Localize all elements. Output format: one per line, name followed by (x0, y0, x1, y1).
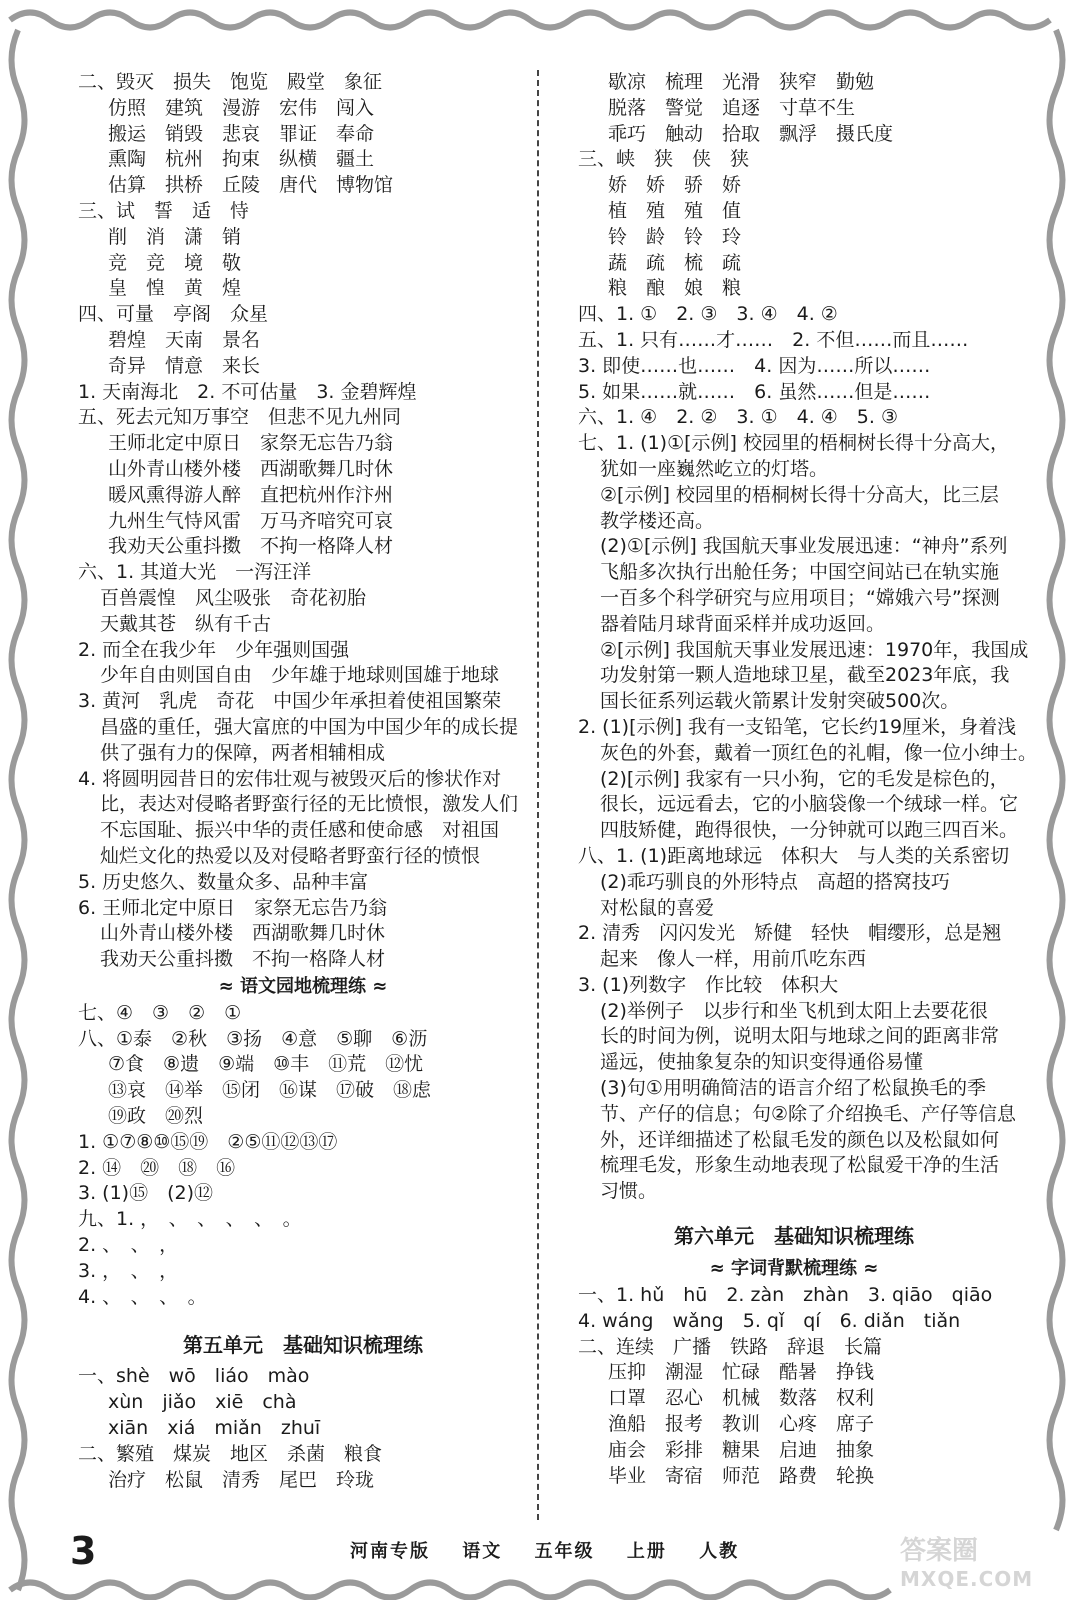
answer-line: 蔬 疏 梳 疏 (608, 251, 742, 274)
answer-line: 对松鼠的喜爱 (600, 896, 715, 919)
answer-line: ⑬哀 ⑭举 ⑮闭 ⑯谋 ⑰破 ⑱虑 (108, 1079, 432, 1102)
answer-line: ②[示例] 我国航天事业发展迅速：1970年，我国成 (600, 638, 1029, 661)
answer-line: 植 殖 殖 值 (608, 199, 742, 222)
answer-line: 竞 竞 境 敬 (108, 251, 242, 274)
answer-line: 四、可量 亭阁 众星 (78, 303, 269, 326)
answer-block-left-2 (78, 1001, 528, 1311)
answer-line: 一百多个科学研究与应用项目；“嫦娥六号”探测 (600, 586, 1000, 609)
answer-line: 娇 娇 骄 娇 (608, 174, 742, 197)
answer-line: 七、④ ③ ② ① (78, 1001, 242, 1024)
answer-line: 4. 将圆明园昔日的宏伟壮观与被毁灭后的惨状作对 (78, 767, 502, 790)
answer-line: 熏陶 杭州 拘束 纵横 疆土 (108, 148, 375, 171)
answer-line: 八、①泰 ②秋 ③扬 ④意 ⑤聊 ⑥沥 (78, 1027, 428, 1050)
answer-line: 二、繁殖 煤炭 地区 杀菌 粮食 (78, 1442, 383, 1465)
answer-line: 三、峡 狭 侠 狭 (578, 148, 750, 171)
footer-publisher: 人教 (699, 1541, 740, 1562)
left-column (78, 70, 528, 1493)
answer-line: 仿照 建筑 漫游 宏伟 闯入 (108, 96, 375, 119)
answer-block-left-1 (78, 70, 528, 973)
footer-edition: 河南专版 (350, 1541, 430, 1562)
answer-line: 奇异 情意 来长 (108, 354, 261, 377)
answer-line: 昌盛的重任，强大富庶的中国为中国少年的成长提 (100, 715, 519, 738)
answer-line: 暖风熏得游人醉 直把杭州作汴州 (108, 483, 394, 506)
answer-line: 八、1. (1)距离地球远 体积大 与人类的关系密切 (578, 844, 1010, 867)
answer-line: 6. 王师北定中原日 家祭无忘告乃翁 (78, 896, 388, 919)
answer-line: 器着陆月球背面采样并成功返回。 (600, 612, 886, 635)
unit-5-heading: 第五单元 基础知识梳理练 (183, 1333, 423, 1358)
answer-line: 教学楼还高。 (600, 509, 715, 532)
watermark-logo (900, 1530, 1070, 1590)
answer-line: 毕业 寄宿 师范 路费 轮换 (608, 1464, 875, 1487)
answer-line: 2. 清秀 闪闪发光 矫健 轻快 帽缨形，总是翘 (578, 922, 1002, 945)
column-divider (537, 70, 539, 1520)
answer-line: 庙会 彩排 糖果 启迪 抽象 (608, 1438, 875, 1461)
footer-volume: 上册 (626, 1541, 667, 1562)
answer-block-right-1 (578, 70, 1038, 1205)
answer-line: ②[示例] 校园里的梧桐树长得十分高大，比三层 (600, 483, 999, 506)
answer-line: 3. ， 、 ， (78, 1259, 179, 1282)
answer-line: 节、产仔的信息；句②除了介绍换毛、产仔等信息 (600, 1102, 1017, 1125)
answer-line: 粮 酿 娘 粮 (608, 277, 742, 300)
answer-line: (2)[示例] 我家有一只小狗，它的毛发是棕色的， (600, 767, 1009, 790)
answer-line: 山外青山楼外楼 西湖歌舞几时休 (108, 457, 394, 480)
answer-line: 四、1. ① 2. ③ 3. ④ 4. ② (578, 303, 838, 326)
answer-line: ⑦食 ⑧遗 ⑨端 ⑩丰 ⑪荒 ⑫忧 (108, 1053, 424, 1076)
answer-line: (2)乖巧驯良的外形特点 高超的搭窝技巧 (600, 870, 950, 893)
answer-line: 乖巧 触动 拾取 飘浮 摄氏度 (608, 122, 894, 145)
answer-line: 六、1. ④ 2. ② 3. ① 4. ④ 5. ③ (578, 406, 899, 429)
answer-line: 王师北定中原日 家祭无忘告乃翁 (108, 432, 394, 455)
answer-line: ⑲政 ⑳烈 (108, 1105, 204, 1128)
answer-line: 3. (1)⑮ (2)⑫ (78, 1182, 213, 1205)
answer-line: 搬运 销毁 悲哀 罪证 奉命 (108, 122, 375, 145)
answer-line: 估算 拱桥 丘陵 唐代 博物馆 (108, 174, 394, 197)
answer-line: (2)举例子 以步行和坐飞机到太阳上去要花很 (600, 999, 988, 1022)
answer-line: 梳理毛发，形象生动地表现了松鼠爱干净的生活 (600, 1154, 1000, 1177)
answer-line: 遥远，使抽象复杂的知识变得通俗易懂 (600, 1051, 924, 1074)
answer-line: xùn jiǎo xiē chà (108, 1391, 297, 1414)
answer-line: 灿烂文化的热爱以及对侵略者野蛮行径的愤恨 (100, 844, 481, 867)
answer-line: 九、1. ， 、 、 、 、 。 (78, 1208, 302, 1231)
footer-subject: 语文 (462, 1541, 503, 1562)
answer-line: 4. wáng wǎng 5. qǐ qí 6. diǎn tiǎn (578, 1309, 961, 1332)
answer-line: 口罩 忍心 机械 数落 权利 (608, 1387, 875, 1410)
answer-line: (2)①[示例] 我国航天事业发展迅速：“神舟”系列 (600, 535, 1008, 558)
answer-line: 压抑 潮湿 忙碌 酷暑 挣钱 (608, 1361, 875, 1384)
answer-line: 我劝天公重抖擞 不拘一格降人材 (108, 535, 394, 558)
answer-line: 七、1. (1)①[示例] 校园里的梧桐树长得十分高大， (578, 432, 1009, 455)
answer-line: 三、试 誓 适 恃 (78, 199, 250, 222)
answer-line: 很长，远远看去，它的小脑袋像一个绒球一样。它 (600, 793, 1019, 816)
answer-block-right-2 (578, 1283, 1010, 1489)
answer-line: 歇凉 梳理 光滑 狭窄 勤勉 (608, 71, 875, 93)
section-heading-zici: ≈ 字词背默梳理练 ≈ (709, 1258, 879, 1280)
answer-line: 百兽震惶 风尘吸张 奇花初胎 (100, 586, 367, 609)
answer-line: 少年自由则国自由 少年雄于地球则国雄于地球 (100, 664, 500, 687)
answer-line: 六、1. 其道大光 一泻汪洋 (78, 561, 312, 584)
answer-line: 犹如一座巍然屹立的灯塔。 (600, 457, 829, 480)
answer-line: 长的时间为例，说明太阳与地球之间的距离非常 (600, 1025, 1000, 1048)
right-column (578, 70, 1038, 1489)
answer-line: 一、1. hǔ hū 2. zàn zhàn 3. qiāo qiāo (578, 1284, 993, 1307)
answer-line: 5. 历史悠久、数量众多、品种丰富 (78, 870, 369, 893)
answer-line: 治疗 松鼠 清秀 尾巴 玲珑 (108, 1468, 375, 1491)
answer-line: 习惯。 (600, 1180, 658, 1203)
answer-line: 2. ⑭ ⑳ ⑱ ⑯ (78, 1156, 236, 1179)
footer-grade: 五年级 (534, 1541, 595, 1562)
answer-line: 供了强有力的保障，两者相辅相成 (100, 741, 386, 764)
unit-6-heading: 第六单元 基础知识梳理练 (674, 1224, 914, 1249)
answer-line: 1. 天南海北 2. 不可估量 3. 金碧辉煌 (78, 380, 417, 403)
answer-line: 3. 黄河 乳虎 奇花 中国少年承担着使祖国繁荣 (78, 690, 502, 713)
answer-line: 3. (1)列数字 作比较 体积大 (578, 973, 839, 996)
answer-line: 2. 、 、 ， (78, 1234, 179, 1257)
answer-line: 削 消 潇 销 (108, 225, 242, 248)
answer-line: 飞船多次执行出舱任务；中国空间站已在轨实施 (600, 561, 1000, 584)
answer-line: 一、shè wō liáo mào (78, 1365, 310, 1388)
answer-line: 渔船 报考 教训 心疼 席子 (608, 1413, 875, 1436)
answer-line: 2. (1)[示例] 我有一支铅笔，它长约19厘米，身着浅 (578, 715, 1017, 738)
answer-line: 山外青山楼外楼 西湖歌舞几时休 (100, 922, 386, 945)
answer-line: 五、1. 只有……才…… 2. 不但……而且…… (578, 328, 969, 351)
answer-line: (3)句①用明确简洁的语言介绍了松鼠换毛的季 (600, 1077, 986, 1100)
answer-line: xiān xiá miǎn zhuī (108, 1417, 321, 1440)
answer-line: 1. ①⑦⑧⑩⑮⑲ ②⑤⑪⑫⑬⑰ (78, 1130, 338, 1153)
answer-line: 3. 即使……也…… 4. 因为……所以…… (578, 354, 931, 377)
footer-book-info (350, 1537, 763, 1563)
answer-line: 不忘国耻、振兴中华的责任感和使命感 对祖国 (100, 819, 500, 842)
answer-line: 功发射第一颗人造地球卫星，截至2023年底，我 (600, 664, 1010, 687)
answer-line: 外，还详细描述了松鼠毛发的颜色以及松鼠如何 (600, 1128, 1000, 1151)
answer-line: 灰色的外套，戴着一顶红色的礼帽，像一位小绅士。 (600, 741, 1038, 764)
answer-line: 碧煌 天南 景名 (108, 328, 261, 351)
answer-line: 国长征系列运载火箭累计发射突破500次。 (600, 690, 960, 713)
answer-line: 铃 龄 铃 玲 (608, 225, 742, 248)
watermark-text-bottom: MXQE.COM (900, 1567, 1034, 1591)
answer-line: 皇 惶 黄 煌 (108, 277, 242, 300)
answer-line: 二、连续 广播 铁路 辞退 长篇 (578, 1335, 883, 1358)
answer-line: 4. 、 、 、 。 (78, 1285, 207, 1308)
section-heading-yuwen-yuandi: ≈ 语文园地梳理练 ≈ (218, 975, 388, 997)
answer-line: 二、毁灭 损失 饱览 殿堂 象征 (78, 71, 383, 93)
answer-line: 起来 像人一样，用前爪吃东西 (600, 948, 867, 971)
answer-line: 四肢矫健，跑得很快，一分钟就可以跑三四百米。 (600, 819, 1019, 842)
answer-line: 天戴其苍 纵有千古 (100, 612, 272, 635)
answer-block-left-3 (78, 1364, 528, 1493)
answer-line: 5. 如果……就…… 6. 虽然……但是…… (578, 380, 931, 403)
answer-line: 比，表达对侵略者野蛮行径的无比愤恨，激发人们 (100, 793, 519, 816)
answer-line: 2. 而全在我少年 少年强则国强 (78, 638, 350, 661)
answer-line: 五、死去元知万事空 但悲不见九州同 (78, 406, 402, 429)
watermark-text-top: 答案圈 (900, 1536, 979, 1566)
answer-line: 我劝天公重抖擞 不拘一格降人材 (100, 948, 386, 971)
answer-line: 九州生气恃风雷 万马齐喑究可哀 (108, 509, 394, 532)
answer-line: 脱落 警觉 追逐 寸草不生 (608, 96, 856, 119)
page-number: 3 (70, 1529, 97, 1573)
